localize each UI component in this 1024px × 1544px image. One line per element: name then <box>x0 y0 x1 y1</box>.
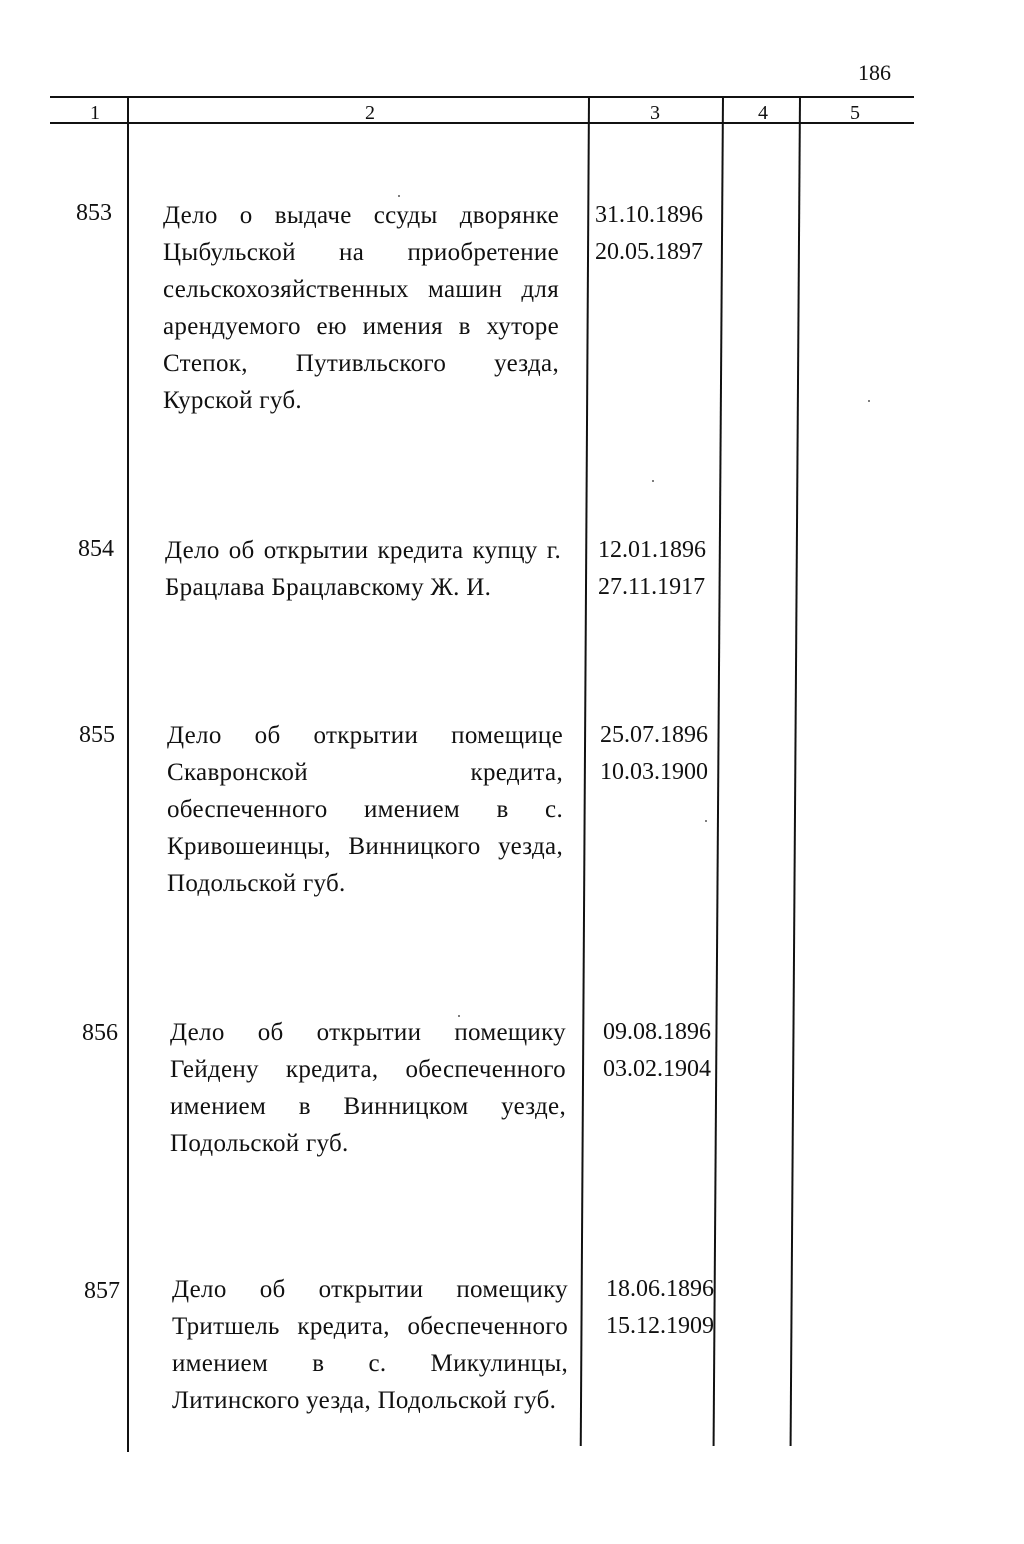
case-title: Дело об открытии кредита купцу г. Брацлава Брацлавскому Ж. И. <box>165 537 561 601</box>
scan-speck <box>868 400 870 402</box>
scan-speck <box>398 195 400 197</box>
date-end: 15.12.1909 <box>606 1313 714 1339</box>
page-number: 186 <box>858 60 891 85</box>
case-title: Дело об открытии помещице Скавронской кредита, обеспеченного имением в с. Кривошеинцы, Винницкого уезда, Подольской губ. <box>167 722 563 897</box>
date-end: 10.03.1900 <box>600 759 708 785</box>
date-end: 03.02.1904 <box>603 1056 711 1082</box>
column-divider-4 <box>790 96 801 1446</box>
case-dates <box>606 1271 714 1345</box>
case-dates <box>603 1014 711 1088</box>
case-title: Дело об открытии помещику Гейдену кредита, обеспеченного имением в Винницком уезде, Подольской губ. <box>170 1019 566 1157</box>
scan-speck <box>458 1015 460 1017</box>
case-number: 855 <box>79 722 115 748</box>
case-dates <box>598 532 706 606</box>
column-divider-2 <box>580 96 590 1446</box>
column-divider-1 <box>127 96 129 1452</box>
case-title: Дело о выдаче ссуды дворянке Цыбульской на приобретение сельскохозяйственных машин для арендуемого ею имения в хуторе Степок, Путивльского уезда, Курской губ. <box>163 202 559 414</box>
date-start: 25.07.1896 <box>600 722 708 748</box>
table-header-top-rule <box>50 96 914 98</box>
date-start: 12.01.1896 <box>598 537 706 563</box>
table-header-bottom-rule <box>50 122 914 124</box>
column-header-3: 3 <box>650 102 660 124</box>
date-start: 09.08.1896 <box>603 1019 711 1045</box>
case-number: 854 <box>78 536 114 562</box>
column-divider-3 <box>713 96 724 1446</box>
column-header-4: 4 <box>758 102 768 124</box>
case-number: 857 <box>84 1278 120 1304</box>
case-dates <box>600 717 708 791</box>
date-start: 18.06.1896 <box>606 1276 714 1302</box>
case-number: 856 <box>82 1020 118 1046</box>
column-header-5: 5 <box>850 102 860 124</box>
case-dates <box>595 197 703 271</box>
scan-speck <box>705 820 707 822</box>
scan-speck <box>652 480 654 482</box>
case-title: Дело об открытии помещику Тритшель кредита, обеспеченного имением в с. Микулинцы, Литинского уезда, Подольской губ. <box>172 1276 568 1414</box>
column-header-2: 2 <box>365 102 375 124</box>
date-end: 20.05.1897 <box>595 239 703 265</box>
date-start: 31.10.1896 <box>595 202 703 228</box>
case-number: 853 <box>76 200 112 226</box>
date-end: 27.11.1917 <box>598 574 706 600</box>
column-header-1: 1 <box>90 102 100 124</box>
